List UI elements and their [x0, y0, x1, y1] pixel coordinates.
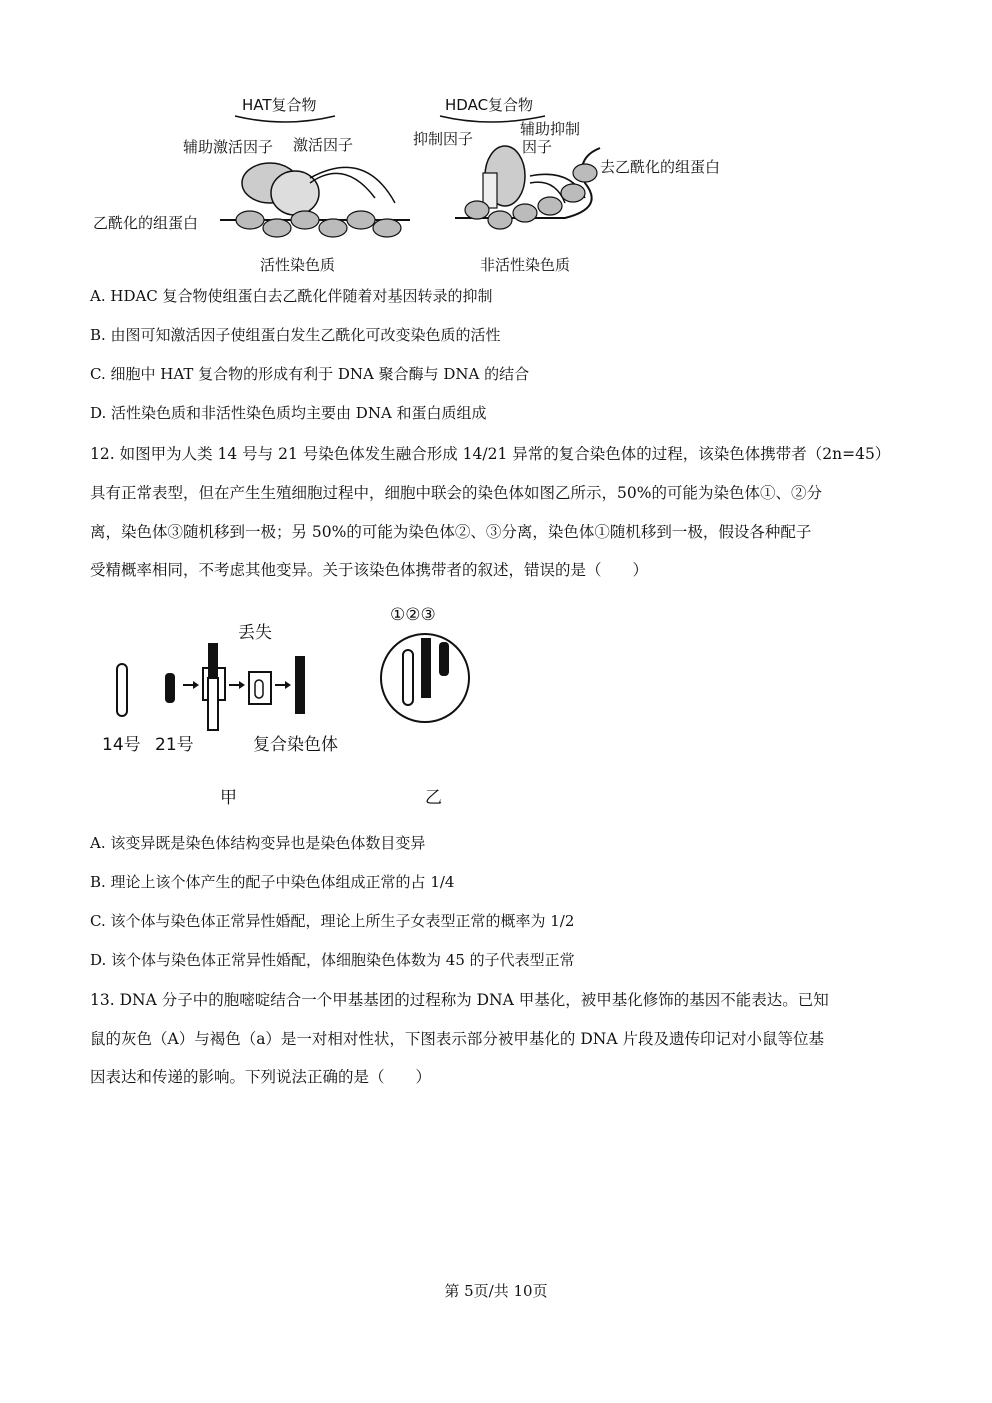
chromosome-1 [403, 650, 413, 705]
q13-line-2: 鼠的灰色（A）与褐色（a）是一对相对性状，下图表示部分被甲基化的 DNA 片段及遗传印记对小鼠等位基 [90, 1030, 824, 1048]
q12-option-b: B. 理论上该个体产生的配子中染色体组成正常的占 1/4 [90, 873, 455, 891]
repressor-label: 抑制因子 [413, 130, 474, 148]
arrow-1-head [193, 681, 199, 689]
aux-repressor-label-2: 因子 [522, 138, 553, 156]
q13-line-3: 因表达和传递的影响。下列说法正确的是（ ） [90, 1068, 432, 1086]
chromosome-14 [117, 664, 127, 716]
hat-title: HAT复合物 [242, 96, 317, 114]
compound-label: 复合染色体 [253, 735, 338, 755]
compound-chromosome [295, 656, 305, 714]
lost-label: 丢失 [238, 623, 272, 643]
chromosome-2 [421, 638, 431, 698]
hdac-title: HDAC复合物 [445, 96, 534, 114]
q12-option-d: D. 该个体与染色体正常异性婚配，体细胞染色体数为 45 的子代表型正常 [90, 951, 575, 969]
arrow-2-head [239, 681, 245, 689]
page-footer: 第 5页/共 10页 [444, 1282, 548, 1300]
q12-line-2: 具有正常表型，但在产生生殖细胞过程中，细胞中联会的染色体如图乙所示，50%的可能为染色体①、②分 [90, 484, 822, 502]
hat-brace [235, 116, 335, 122]
chromatin-figure [85, 88, 755, 278]
label-jia: 甲 [220, 788, 237, 808]
hat-arrows [310, 167, 395, 203]
q12-option-a: A. 该变异既是染色体结构变异也是染色体数目变异 [90, 834, 426, 852]
q12-line-4: 受精概率相同，不考虑其他变异。关于该染色体携带者的叙述，错误的是（ ） [90, 561, 649, 579]
q11-option-a: A. HDAC 复合物使组蛋白去乙酰化伴随着对基因转录的抑制 [90, 287, 493, 305]
deacetylated-histone-label: 去乙酰化的组蛋白 [600, 158, 721, 176]
chr21-label: 21号 [155, 735, 194, 755]
q12-line-3: 离，染色体③随机移到一极；另 50%的可能为染色体②、③分离，染色体①随机移到一极，假设各种配子 [90, 523, 812, 541]
chromosome-21 [165, 673, 175, 703]
inactive-chromatin-label: 非活性染色质 [480, 256, 571, 274]
active-chromatin-label: 活性染色质 [260, 256, 336, 274]
acetylated-histone-label: 乙酰化的组蛋白 [93, 214, 199, 232]
chromosome-figure [95, 598, 495, 810]
q11-option-b: B. 由图可知激活因子使组蛋白发生乙酰化可改变染色质的活性 [90, 326, 501, 344]
activator-label: 激活因子 [293, 136, 354, 154]
hat-nucleosomes [236, 211, 401, 237]
q13-line-1: 13. DNA 分子中的胞嘧啶结合一个甲基基团的过程称为 DNA 甲基化，被甲基化修饰的基因不能表达。已知 [90, 991, 829, 1009]
aux-repressor-label-1: 辅助抑制 [520, 120, 581, 138]
arrow-3-head [285, 681, 291, 689]
q12-line-1: 12. 如图甲为人类 14 号与 21 号染色体发生融合形成 14/21 异常的复合染色体的过程，该染色体携带者（2n=45） [90, 445, 891, 463]
q12-option-c: C. 该个体与染色体正常异性婚配，理论上所生子女表型正常的概率为 1/2 [90, 912, 575, 930]
circled-numbers: ①②③ [390, 605, 436, 625]
q11-option-d: D. 活性染色质和非活性染色质均主要由 DNA 和蛋白质组成 [90, 404, 487, 422]
label-yi: 乙 [425, 788, 442, 808]
chromosome-3 [439, 642, 449, 676]
aux-activator-label: 辅助激活因子 [183, 138, 274, 156]
chr14-label: 14号 [102, 735, 141, 755]
fusion-14 [208, 678, 218, 730]
lost-fragment [255, 680, 263, 698]
q11-option-c: C. 细胞中 HAT 复合物的形成有利于 DNA 聚合酶与 DNA 的结合 [90, 365, 530, 383]
